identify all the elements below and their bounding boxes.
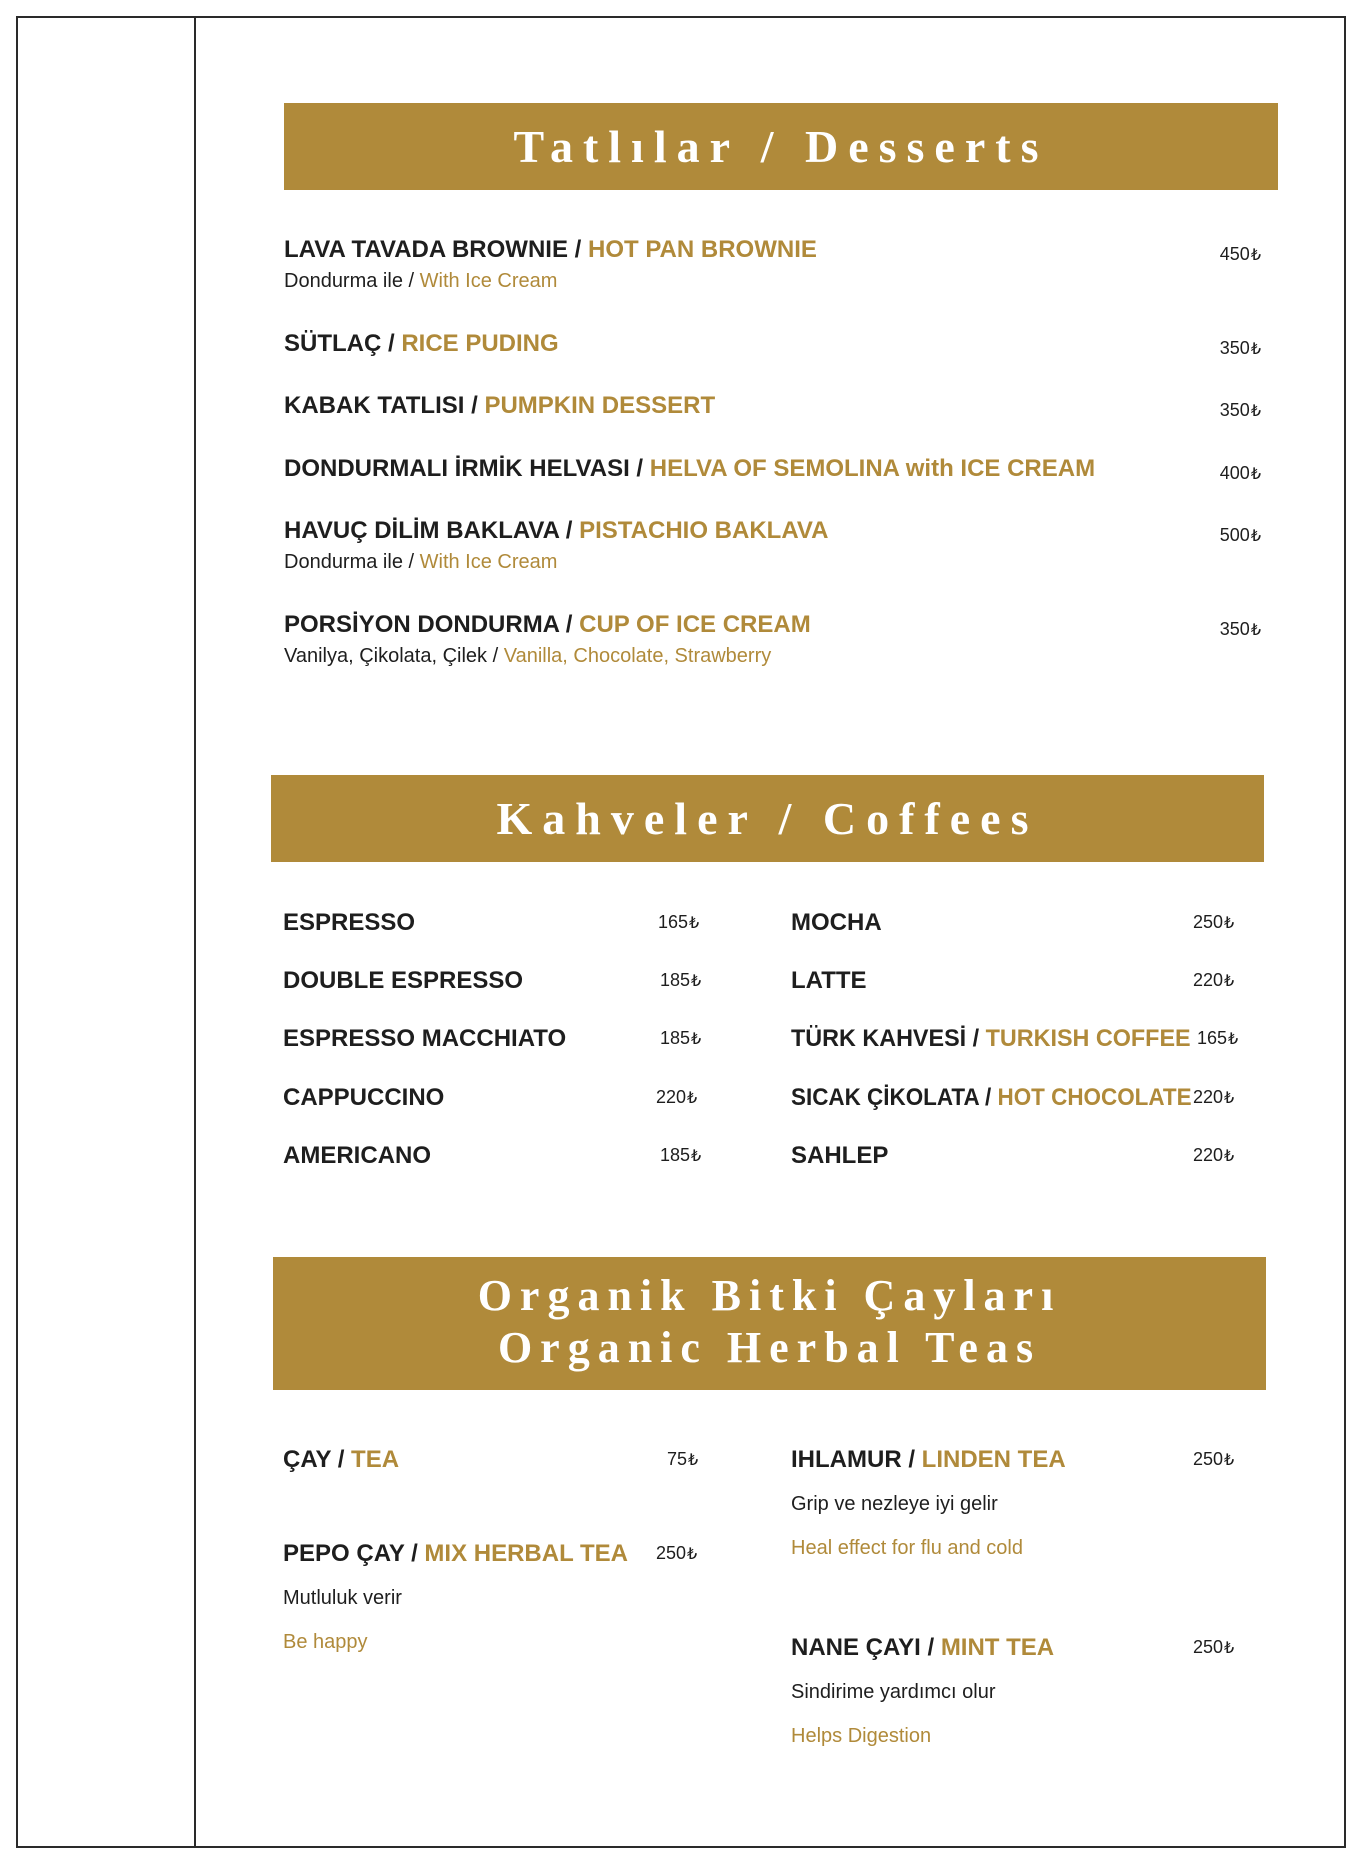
coffee-item: ESPRESSO (283, 909, 416, 936)
dessert-desc-tr: Vanilya, Çikolata, Çilek / (284, 645, 504, 667)
dessert-desc-en: Vanilla, Chocolate, Strawberry (503, 645, 772, 667)
dessert-item (284, 392, 715, 420)
coffee-price: 185₺ (660, 1145, 702, 1165)
dessert-item (284, 236, 817, 293)
dessert-item (284, 455, 1095, 483)
tea-name-tr: PEPO ÇAY / (283, 1540, 425, 1567)
dessert-name-tr: PORSİYON DONDURMA / (284, 611, 580, 638)
tea-desc-en: Helps Digestion (791, 1725, 932, 1747)
coffee-item: MOCHA (791, 909, 882, 936)
tea-name-tr: NANE ÇAYI / (791, 1634, 941, 1661)
tea-desc-en: Heal effect for flu and cold (791, 1537, 1023, 1559)
dessert-desc-tr: Dondurma ile / (284, 551, 420, 573)
tea-name-en: MINT TEA (940, 1634, 1055, 1661)
tea-name-en: MIX HERBAL TEA (424, 1540, 628, 1567)
tea-desc-en: Be happy (283, 1631, 368, 1653)
desserts-heading-banner (284, 103, 1278, 190)
tea-price: 250₺ (1193, 1449, 1235, 1469)
tea-name-en: TEA (351, 1446, 400, 1473)
tea-price: 250₺ (656, 1543, 698, 1563)
dessert-name-en: HOT PAN BROWNIE (587, 236, 817, 263)
coffee-price: 220₺ (1193, 970, 1235, 990)
coffee-price: 165₺ (1197, 1028, 1239, 1048)
dessert-name-tr: DONDURMALI İRMİK HELVASI / (284, 455, 650, 482)
coffee-name-en: HOT CHOCOLATE (997, 1084, 1192, 1111)
coffee-item: DOUBLE ESPRESSO (283, 967, 524, 994)
coffee-item: CAPPUCCINO (283, 1084, 445, 1111)
tea-item (283, 1540, 628, 1654)
dessert-price: 450₺ (1219, 244, 1261, 264)
tea-desc-tr: Grip ve nezleye iyi gelir (791, 1493, 998, 1515)
tea-item (791, 1446, 1066, 1560)
coffee-item: LATTE (791, 967, 867, 994)
coffee-price: 220₺ (1193, 1145, 1235, 1165)
tea-price: 75₺ (667, 1449, 699, 1469)
dessert-name-tr: LAVA TAVADA BROWNIE / (284, 236, 588, 263)
dessert-desc-tr: Dondurma ile / (284, 270, 420, 292)
coffee-price: 185₺ (660, 1028, 702, 1048)
dessert-desc-en: With Ice Cream (419, 270, 558, 292)
dessert-price: 350₺ (1219, 400, 1261, 420)
teas-heading-en: Organic Herbal Teas (497, 1323, 1042, 1372)
tea-name-en: LINDEN TEA (921, 1446, 1066, 1473)
dessert-name-tr: KABAK TATLISI / (284, 392, 485, 419)
coffee-price: 220₺ (1193, 1087, 1235, 1107)
coffee-price: 250₺ (1193, 912, 1235, 932)
coffee-name-en: TURKISH COFFEE (985, 1025, 1191, 1052)
coffee-price: 165₺ (658, 912, 700, 932)
tea-price: 250₺ (1193, 1637, 1235, 1657)
tea-name-tr: ÇAY / (283, 1446, 352, 1473)
teas-heading-banner (273, 1257, 1266, 1390)
dessert-price: 350₺ (1219, 619, 1261, 639)
dessert-item (284, 517, 828, 574)
coffee-name-tr: SICAK ÇİKOLATA / (791, 1084, 998, 1111)
dessert-name-en: PUMPKIN DESSERT (484, 392, 716, 419)
coffee-item: AMERICANO (283, 1142, 431, 1169)
tea-item (283, 1446, 399, 1474)
dessert-price: 350₺ (1219, 338, 1261, 358)
dessert-name-en: HELVA OF SEMOLINA with ICE CREAM (649, 455, 1096, 482)
tea-item (791, 1634, 1054, 1748)
menu-spine-line (194, 16, 196, 1848)
desserts-heading: Tatlılar / Desserts (513, 121, 1049, 172)
coffees-heading: Kahveler / Coffees (496, 793, 1039, 844)
coffee-price: 185₺ (660, 970, 702, 990)
tea-desc-tr: Sindirime yardımcı olur (791, 1681, 996, 1703)
tea-desc-tr: Mutluluk verir (283, 1587, 402, 1609)
coffee-item (791, 1025, 1191, 1053)
tea-name-tr: IHLAMUR / (791, 1446, 922, 1473)
dessert-name-en: RICE PUDING (401, 330, 559, 357)
dessert-name-en: PISTACHIO BAKLAVA (579, 517, 829, 544)
coffee-item: SAHLEP (791, 1142, 889, 1169)
dessert-name-tr: SÜTLAÇ / (284, 330, 402, 357)
dessert-price: 500₺ (1219, 525, 1261, 545)
coffee-item: ESPRESSO MACCHIATO (283, 1025, 567, 1052)
dessert-name-en: CUP OF ICE CREAM (579, 611, 811, 638)
dessert-price: 400₺ (1219, 463, 1261, 483)
teas-heading-tr: Organik Bitki Çayları (477, 1271, 1062, 1320)
coffee-name-tr: TÜRK KAHVESİ / (791, 1025, 986, 1052)
dessert-item (284, 611, 811, 668)
dessert-item (284, 330, 559, 358)
dessert-desc-en: With Ice Cream (419, 551, 558, 573)
coffee-price: 220₺ (656, 1087, 698, 1107)
dessert-name-tr: HAVUÇ DİLİM BAKLAVA / (284, 517, 580, 544)
coffees-heading-banner (271, 775, 1264, 862)
coffee-item (791, 1084, 1192, 1112)
